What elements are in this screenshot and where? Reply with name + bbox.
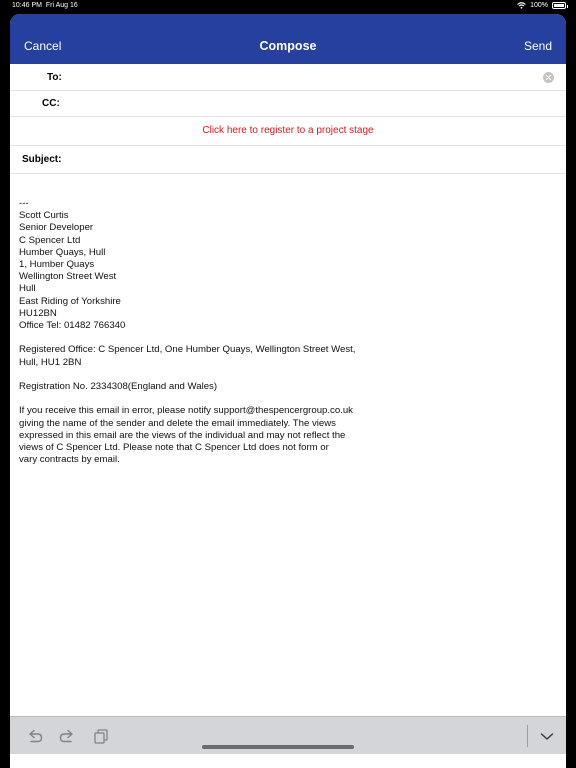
toolbar-divider (527, 725, 528, 747)
undo-icon[interactable] (26, 727, 44, 745)
email-body[interactable] (19, 198, 549, 466)
status-bar (0, 0, 576, 14)
cancel-button[interactable]: Cancel (24, 39, 62, 53)
battery-percent: 100% (530, 2, 548, 9)
keyboard-dismiss-chevron-icon[interactable] (538, 727, 556, 745)
status-time (12, 2, 78, 9)
signature-line: 1, Humber Quays (19, 259, 95, 271)
to-field[interactable] (72, 70, 532, 85)
disclaimer-line: If you receive this email in error, please notify support@thespencergroup.co.uk (19, 405, 353, 417)
status-date: Fri Aug 16 (45, 2, 78, 9)
registered-office-block (19, 344, 549, 368)
registered-office-line: Hull, HU1 2BN (19, 356, 82, 368)
register-row (10, 117, 566, 146)
subject-row (10, 146, 566, 174)
signature-line: East Riding of Yorkshire (19, 295, 121, 307)
wifi-icon (517, 2, 526, 9)
cc-label: CC: (42, 98, 60, 109)
compose-navbar (10, 14, 566, 64)
send-button[interactable]: Send (523, 39, 552, 53)
signature-line: Humber Quays, Hull (19, 246, 106, 258)
disclaimer-line: giving the name of the sender and delete the email immediately. The views (19, 417, 336, 429)
compose-sheet (10, 14, 566, 768)
registered-office-line: Registered Office: C Spencer Ltd, One Humber Quays, Wellington Street West, (19, 344, 356, 356)
signature-line: Wellington Street West (19, 271, 117, 283)
signature-block (19, 198, 549, 332)
spacer (19, 332, 549, 344)
signature-line: Senior Developer (19, 222, 94, 234)
spacer (19, 369, 549, 381)
cc-row (10, 91, 566, 117)
signature-line: Scott Curtis (19, 210, 69, 222)
spacer (19, 393, 549, 405)
page-title: Compose (259, 39, 317, 53)
signature-line: C Spencer Ltd (19, 234, 81, 246)
signature-line: Office Tel: 01482 766340 (19, 320, 126, 332)
signature-line: Hull (19, 283, 36, 295)
clear-icon[interactable] (543, 72, 554, 83)
to-row (10, 64, 566, 91)
disclaimer-line: views of C Spencer Ltd. Please note that C Spencer Ltd does not form or (19, 442, 329, 454)
registration-number: Registration No. 2334308(England and Wales) (19, 381, 218, 393)
register-project-stage-link[interactable]: Click here to register to a project stage (202, 125, 374, 136)
disclaimer-line: vary contracts by email. (19, 454, 120, 466)
to-label: To: (47, 72, 62, 83)
signature-line: HU12BN (19, 307, 57, 319)
subject-label: Subject: (22, 154, 62, 165)
disclaimer-block (19, 405, 549, 466)
paste-icon[interactable] (92, 727, 110, 745)
status-clock: 10:46 PM (12, 2, 42, 9)
subject-field[interactable] (70, 152, 550, 167)
cc-field[interactable] (72, 96, 542, 111)
signature-line: --- (19, 198, 29, 209)
home-indicator (202, 745, 354, 749)
disclaimer-line: expressed in this email are the views of the individual and may not reflect the (19, 429, 346, 441)
status-indicators (517, 2, 566, 9)
redo-icon[interactable] (58, 727, 76, 745)
battery-icon (552, 2, 566, 9)
